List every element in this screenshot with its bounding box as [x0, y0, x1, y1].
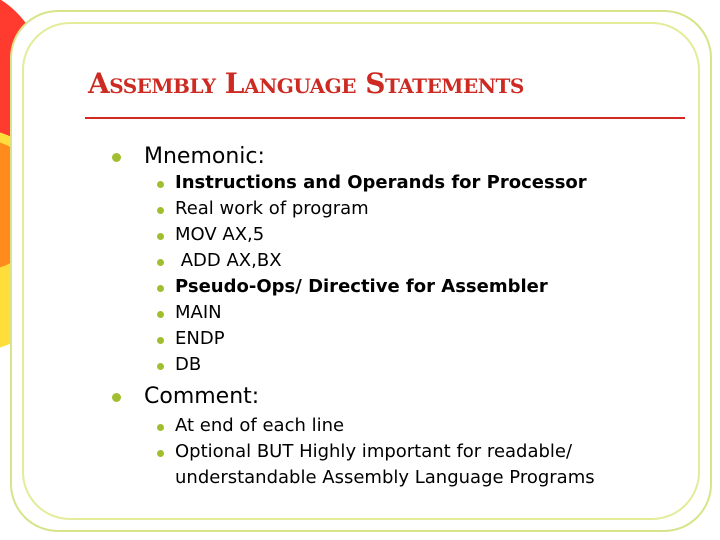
list-item-text: ADD AX,BX	[175, 250, 282, 271]
section-heading-label: Mnemonic:	[144, 144, 265, 169]
comment-list	[170, 413, 595, 491]
mnemonic-list	[170, 170, 587, 378]
list-item	[170, 352, 587, 378]
list-item-text: DB	[175, 354, 202, 375]
bullet-icon	[157, 181, 164, 188]
list-item-text: Real work of program	[175, 198, 369, 219]
bullet-icon	[157, 285, 164, 292]
bullet-icon	[157, 337, 164, 344]
list-item	[170, 274, 587, 300]
bullet-icon	[157, 207, 164, 214]
bullet-icon	[157, 363, 164, 370]
list-item-text: Pseudo-Ops/ Directive for Assembler	[175, 276, 548, 297]
list-item-continuation	[170, 465, 595, 491]
list-item	[170, 170, 587, 196]
list-item-text: understandable Assembly Language Programs	[175, 467, 595, 488]
slide-title: Assembly Language Statements	[88, 67, 524, 100]
list-item	[170, 196, 587, 222]
bullet-icon	[112, 153, 121, 162]
list-item-text: Optional BUT Highly important for readable/	[175, 441, 573, 462]
bullet-icon	[157, 233, 164, 240]
list-item-text: ENDP	[175, 328, 225, 349]
section-heading-label: Comment:	[144, 384, 260, 409]
list-item-text: MOV AX,5	[175, 224, 265, 245]
list-item-text: MAIN	[175, 302, 222, 323]
list-item-text: Instructions and Operands for Processor	[175, 172, 587, 193]
bullet-icon	[157, 450, 164, 457]
bullet-icon	[157, 311, 164, 318]
list-item	[170, 300, 587, 326]
list-item-text: At end of each line	[175, 415, 345, 436]
title-underline	[85, 117, 685, 119]
list-item	[170, 326, 587, 352]
bullet-icon	[112, 393, 121, 402]
bullet-icon	[157, 259, 164, 266]
list-item	[170, 248, 587, 274]
bullet-icon	[157, 424, 164, 431]
list-item	[170, 222, 587, 248]
list-item	[170, 439, 595, 465]
list-item	[170, 413, 595, 439]
